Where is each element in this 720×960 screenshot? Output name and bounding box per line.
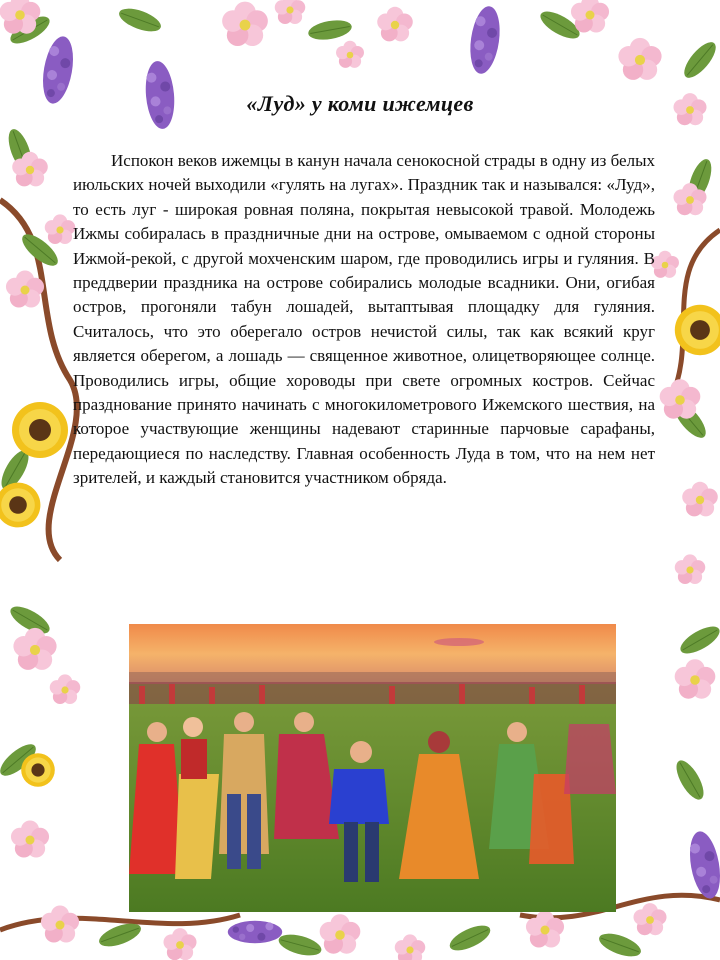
page-title: «Луд» у коми ижемцев xyxy=(246,91,474,116)
body-paragraph: Испокон веков ижемцы в канун начала сенокосной страды в одну из белых июльских ночей выходили «гулять на лугах». Праздник так и назывался: «Луд», то есть луг - широкая ровная поляна, покрытая невысокой травой. Молодежь Ижмы собиралась в праздничные дни на острове, омываемом с одной стороны Ижмой-рекой, с другой мохченским шаром, где проводились игры и гуляния. В преддверии праздника на острове собирались молодые всадники. Они, огибая остров, прогоняли табун лошадей, вытаптывая площадку для гуляния. Считалось, что это оберегало остров нечистой силы, так как всякий круг является оберегом, а лошадь — священное животное, олицетворяющее солнце. Проводились игры, общие хороводы при свете огромных костров. Сейчас празднование принято начинать с многокилометрового Ижемского шествия, на которое участвующие женщины надевают старинные парчовые сарафаны, передающиеся по наследству. Главная особенность Луда в том, что на нем нет зрителей, и каждый становится участником обряда. xyxy=(73,151,655,488)
round-dance-photo xyxy=(129,624,616,912)
